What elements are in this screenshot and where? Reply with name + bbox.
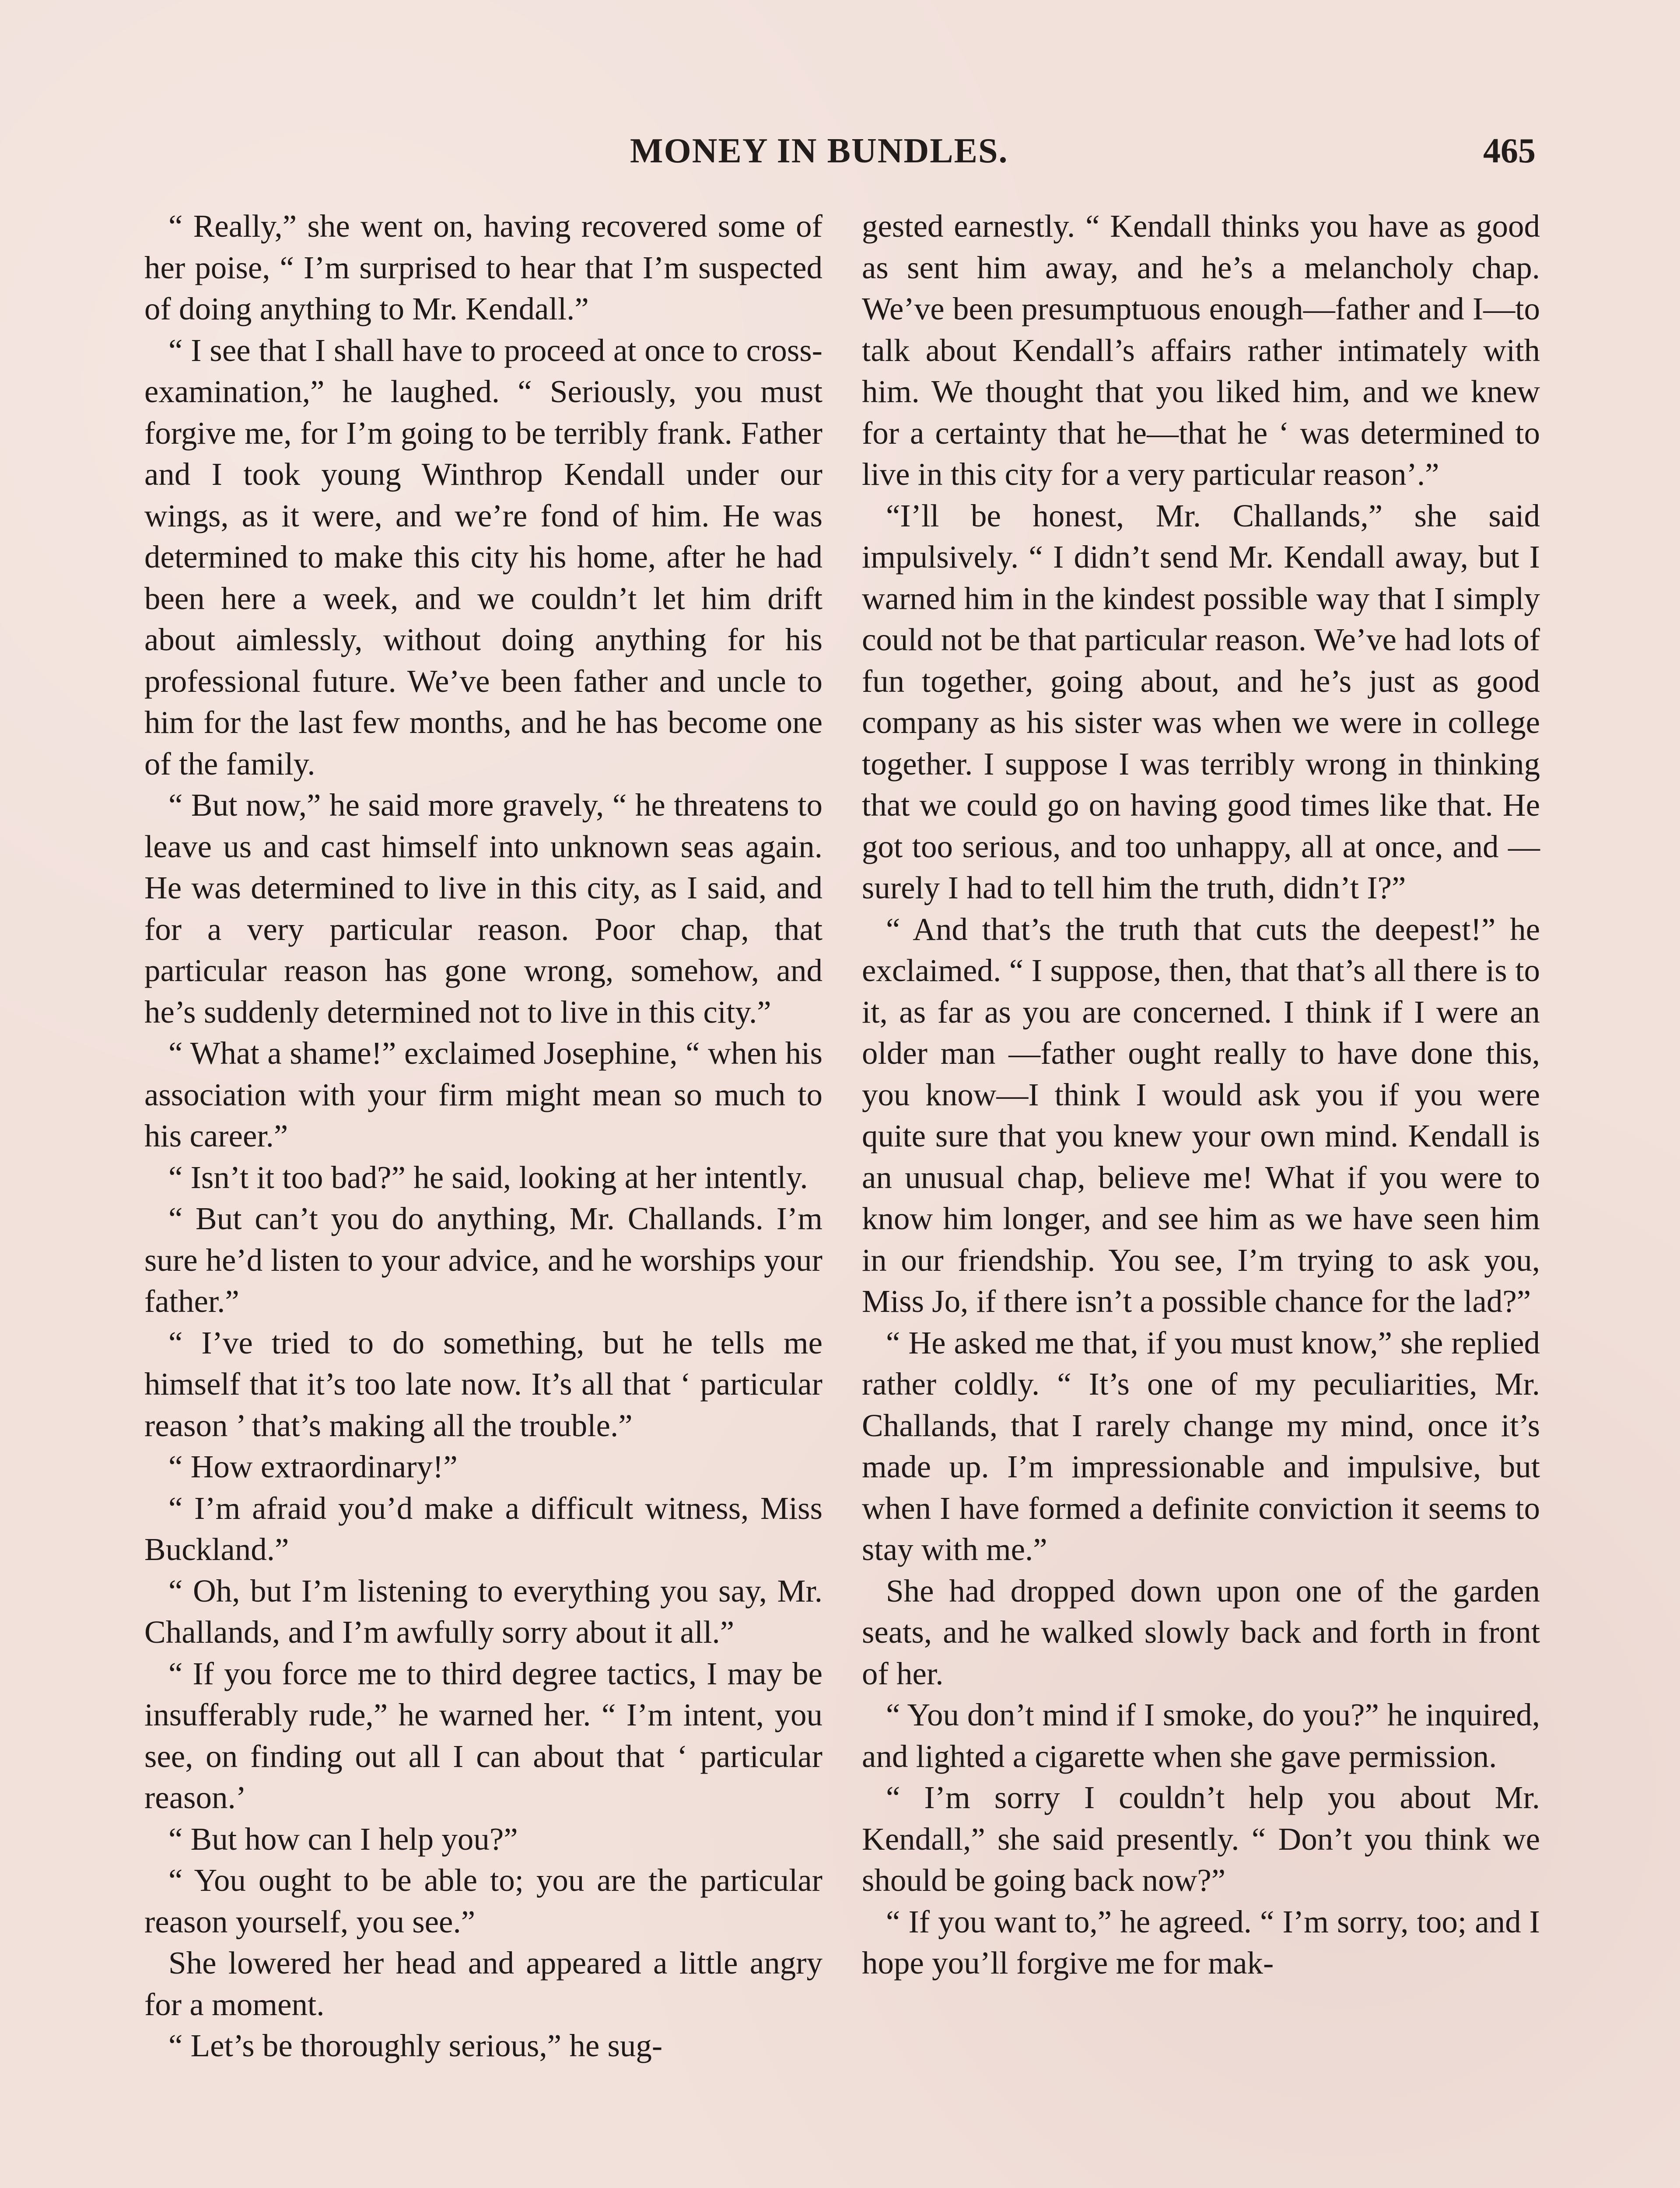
left-paragraph-8: “ How extraordinary!”	[168, 1449, 458, 1484]
right-paragraph-5: She had dropped down upon one of the garden seats, and he walked slowly back and forth in front of her.	[862, 1573, 1540, 1691]
left-column	[144, 206, 822, 2067]
left-paragraph-13: “ You ought to be able to; you are the particular reason yourself, you see.”	[144, 1862, 822, 1939]
left-paragraph-4: “ What a shame!” exclaimed Josephine, “ when his association with your firm might mean so much to his career.”	[144, 1035, 822, 1154]
left-paragraph-5: “ Isn’t it too bad?” he said, looking at her intently.	[168, 1159, 808, 1195]
right-paragraph-1: gested earnestly. “ Kendall thinks you have as good as sent him away, and he’s a melancholy chap. We’ve been presumptuous enough—father and I—to talk about Kendall’s affairs rather intimately with him. We thought that you liked him, and we knew for a certainty that he—that he ‘ was determined to live in this city for a very particular reason’.”	[862, 208, 1540, 492]
left-paragraph-3: “ But now,” he said more gravely, “ he threatens to leave us and cast himself into unknown seas again. He was determined to live in this city, as I said, and for a very particular reason. Poor chap, that particular reason has gone wrong, somehow, and he’s suddenly determined not to live in this city.”	[144, 787, 822, 1030]
left-paragraph-14: She lowered her head and appeared a little angry for a moment.	[144, 1945, 822, 2022]
right-paragraph-4: “ He asked me that, if you must know,” she replied rather coldly. “ It’s one of my peculiarities, Mr. Challands, that I rarely change my mind, once it’s made up. I’m impressionable and impulsive, but when I have formed a definite conviction it seems to stay with me.”	[862, 1325, 1540, 1567]
left-paragraph-6: “ But can’t you do anything, Mr. Challands. I’m sure he’d listen to your advice, and he worships your father.”	[144, 1201, 822, 1319]
left-paragraph-1: “ Really,” she went on, having recovered some of her poise, “ I’m surprised to hear that I’m suspected of doing anything to Mr. Kendall.”	[144, 208, 822, 326]
left-paragraph-9: “ I’m afraid you’d make a difficult witness, Miss Buckland.”	[144, 1490, 822, 1567]
left-paragraph-15: “ Let’s be thoroughly serious,” he sug-	[168, 2028, 663, 2063]
running-head: MONEY IN BUNDLES.	[630, 132, 1008, 170]
right-paragraph-2: “I’ll be honest, Mr. Challands,” she said impulsively. “ I didn’t send Mr. Kendall away, but I warned him in the kindest possible way that I simply could not be that particular reason. We’ve had lots of fun together, going about, and he’s just as good company as his sister was when we were in college together. I suppose I was terribly wrong in thinking that we could go on having good times like that. He got too serious, and too unhappy, all at once, and —surely I had to tell him the truth, didn’t I?”	[862, 498, 1540, 905]
left-paragraph-11: “ If you force me to third degree tactics, I may be insufferably rude,” he warned her. “ I’m intent, you see, on finding out all I can about that ‘ particular reason.’	[144, 1655, 822, 1815]
right-paragraph-7: “ I’m sorry I couldn’t help you about Mr. Kendall,” she said presently. “ Don’t you think we should be going back now?”	[862, 1780, 1540, 1898]
page-number: 465	[1483, 132, 1536, 170]
left-paragraph-7: “ I’ve tried to do something, but he tells me himself that it’s too late now. It’s all that ‘ particular reason ’ that’s making all the trouble.”	[144, 1325, 822, 1443]
left-paragraph-12: “ But how can I help you?”	[168, 1821, 518, 1857]
left-paragraph-2: “ I see that I shall have to proceed at once to cross-examination,” he laughed. “ Seriously, you must forgive me, for I’m going to be terribly frank. Father and I took young Winthrop Kendall under our wings, as it were, and we’re fond of him. He was determined to make this city his home, after he had been here a week, and we couldn’t let him drift about aimlessly, without doing anything for his professional future. We’ve been father and uncle to him for the last few months, and he has become one of the family.	[144, 332, 822, 782]
right-paragraph-8: “ If you want to,” he agreed. “ I’m sorry, too; and I hope you’ll forgive me for mak-	[862, 1904, 1540, 1981]
right-paragraph-6: “ You don’t mind if I smoke, do you?” he inquired, and lighted a cigarette when she gave permission.	[862, 1697, 1540, 1774]
left-paragraph-10: “ Oh, but I’m listening to everything you say, Mr. Challands, and I’m awfully sorry about it all.”	[144, 1573, 822, 1650]
right-column	[862, 206, 1540, 1984]
right-paragraph-3: “ And that’s the truth that cuts the deepest!” he exclaimed. “ I suppose, then, that that’s all there is to it, as far as you are concerned. I think if I were an older man —father ought really to have done this, you know—I think I would ask you if you were quite sure that you knew your own mind. Kendall is an unusual chap, believe me! What if you were to know him longer, and see him as we have seen him in our friendship. You see, I’m trying to ask you, Miss Jo, if there isn’t a possible chance for the lad?”	[862, 911, 1540, 1319]
